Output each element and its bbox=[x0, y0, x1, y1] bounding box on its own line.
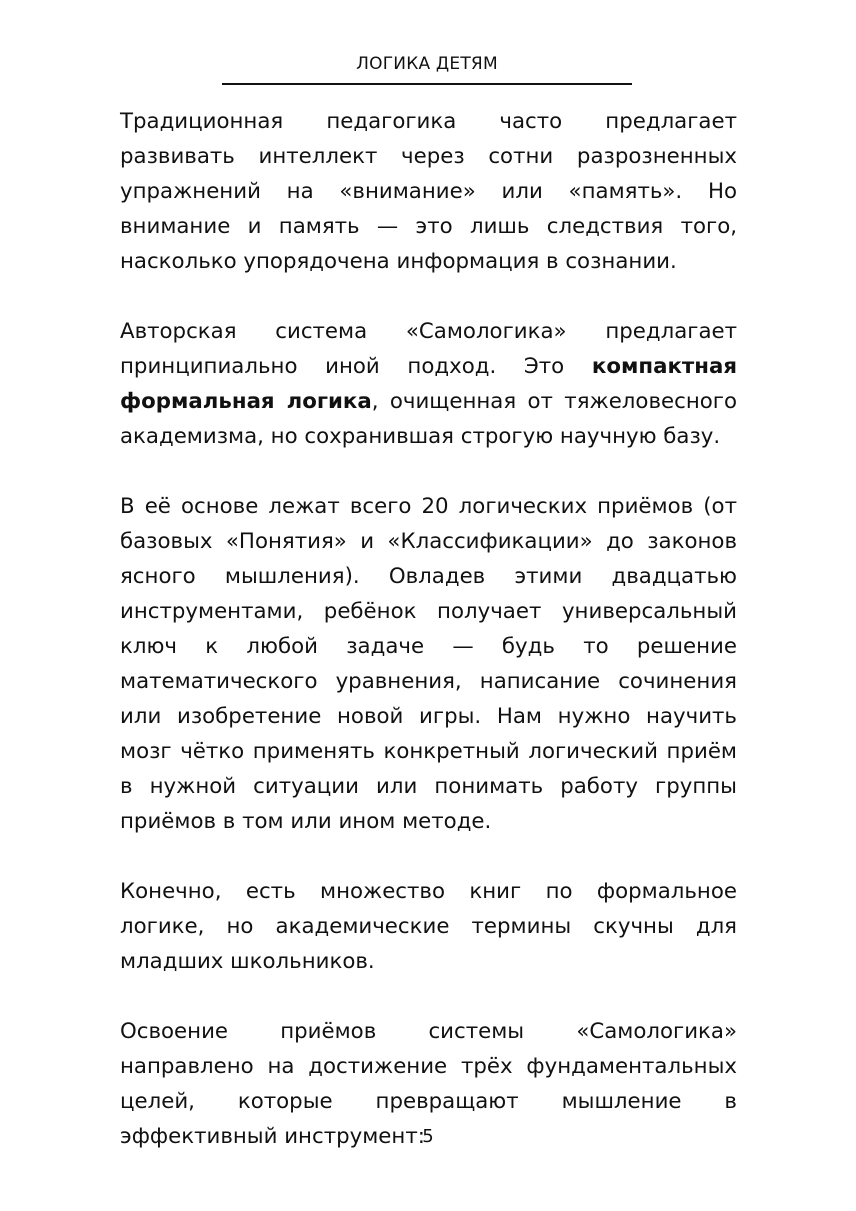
paragraph-4: Конечно, есть множество книг по формальное логике, но академические термины скучны для младших школьников. bbox=[120, 879, 737, 974]
paragraph-1: Традиционная педагогика часто предлагает развивать интеллект через сотни разрозненных упражнений на «внимание» или «память». Но внимание и память — это лишь следствия того, насколько упорядочена информация в сознании. bbox=[120, 109, 737, 274]
paragraph-2 bbox=[120, 314, 737, 454]
running-header: ЛОГИКА ДЕТЯМ bbox=[356, 54, 498, 74]
paragraph-2-emphasis: компактная формальная логика bbox=[120, 354, 737, 414]
paragraph-3: В её основе лежат всего 20 логических приёмов (от базовых «Понятия» и «Классификации» до законов ясного мышления). Овладев этими двадцатью инструментами, ребёнок получает универсальный ключ к любой задаче — будь то решение математического уравнения, написание сочинения или изобретение новой игры. Нам нужно научить мозг чётко применять конкретный логический приём в нужной ситуации или понимать работу группы приёмов в том или ином методе. bbox=[120, 494, 737, 834]
paragraph-2-lead: Авторская система «Самологика» предлагает принципиально иной подход. Это bbox=[120, 319, 737, 379]
page-number: 5 bbox=[422, 1126, 434, 1147]
paragraph-2-tail: , очищенная от тяжеловесного академизма, но сохранившая строгую научную базу. bbox=[120, 389, 737, 449]
page-body bbox=[120, 104, 737, 1189]
paragraph-5: Освоение приёмов системы «Самологика» направлено на достижение трёх фундаментальных целей, которые превращают мышление в эффективный инструмент: bbox=[120, 1019, 737, 1149]
header-divider bbox=[222, 83, 632, 85]
